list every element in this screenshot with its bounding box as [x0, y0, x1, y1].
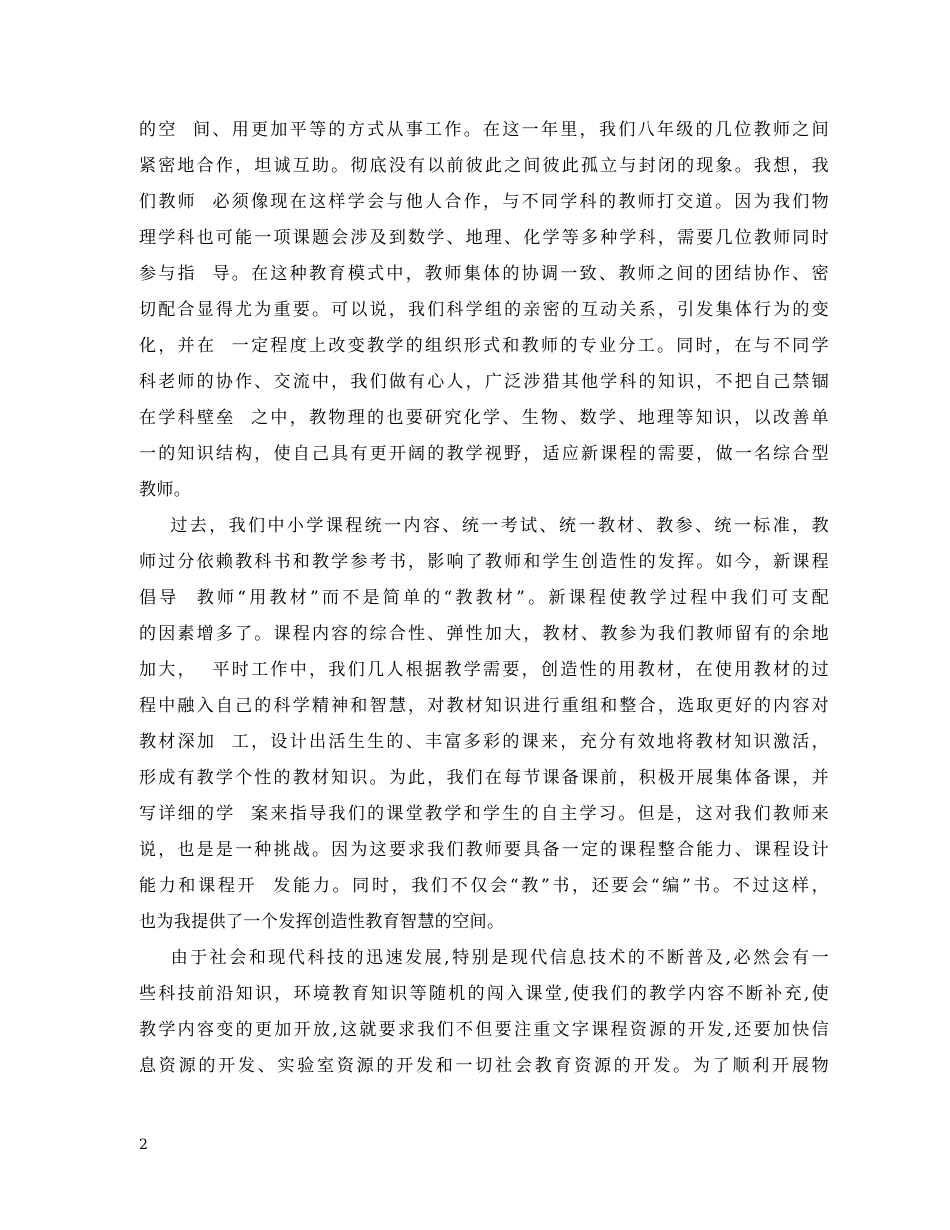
text-line: 一的知识结构，使自己具有更开阔的教学视野，适应新课程的需要，做一名综合型	[139, 444, 829, 464]
text-line: 也为我提供了一个发挥创造性教育智慧的空间。	[139, 912, 505, 932]
text-line: 理学科也可能一项课题会涉及到数学、地理、化学等多种学科，需要几位教师同时	[139, 228, 829, 248]
text-line: 紧密地合作，坦诚互助。彻底没有以前彼此之间彼此孤立与封闭的现象。我想，我	[139, 156, 829, 176]
text-line: 息资源的开发、实验室资源的开发和一切社会教育资源的开发。为了顺利开展物	[139, 1056, 829, 1076]
text-line: 的因素增多了。课程内容的综合性、弹性加大，教材、教参为我们教师留有的余地	[139, 624, 829, 644]
paragraph-3	[139, 940, 829, 1084]
paragraph-2	[139, 508, 829, 940]
page-number: 2	[139, 1137, 148, 1153]
text-line: 倡导 教师“用教材”而不是简单的“教教材”。新课程使教学过程中我们可支配	[139, 588, 829, 608]
text-line: 科老师的协作、交流中，我们做有心人，广泛涉猎其他学科的知识，不把自己禁锢	[139, 372, 829, 392]
text-line: 们教师 必须像现在这样学会与他人合作，与不同学科的教师打交道。因为我们物	[139, 192, 829, 212]
text-line: 形成有教学个性的教材知识。为此，我们在每节课备课前，积极开展集体备课，并	[139, 768, 829, 788]
text-line: 能力和课程开 发能力。同时，我们不仅会“教”书，还要会“编”书。不过这样，	[139, 876, 829, 896]
text-line: 的空 间、用更加平等的方式从事工作。在这一年里，我们八年级的几位教师之间	[139, 120, 829, 140]
text-line: 师过分依赖教科书和教学参考书，影响了教师和学生创造性的发挥。如今，新课程	[139, 552, 829, 572]
text-line: 切配合显得尤为重要。可以说，我们科学组的亲密的互动关系，引发集体行为的变	[139, 300, 829, 320]
text-line: 些科技前沿知识，环境教育知识等随机的闯入课堂,使我们的教学内容不断补充,使	[139, 984, 829, 1004]
text-line: 教学内容变的更加开放,这就要求我们不但要注重文字课程资源的开发,还要加快信	[139, 1020, 829, 1040]
text-line: 参与指 导。在这种教育模式中，教师集体的协调一致、教师之间的团结协作、密	[139, 264, 829, 284]
text-line: 在学科壁垒 之中，教物理的也要研究化学、生物、数学、地理等知识，以改善单	[139, 408, 829, 428]
text-line: 写详细的学 案来指导我们的课堂教学和学生的自主学习。但是，这对我们教师来	[139, 804, 829, 824]
text-line: 说，也是是一种挑战。因为这要求我们教师要具备一定的课程整合能力、课程设计	[139, 840, 829, 860]
body-text	[139, 112, 829, 1084]
text-line: 程中融入自己的科学精神和智慧，对教材知识进行重组和整合，选取更好的内容对	[139, 696, 829, 716]
text-line: 由于社会和现代科技的迅速发展,特别是现代信息技术的不断普及,必然会有一	[139, 948, 829, 968]
text-line: 教材深加 工，设计出活生生的、丰富多彩的课来，充分有效地将教材知识激活，	[139, 732, 829, 752]
text-line: 过去，我们中小学课程统一内容、统一考试、统一教材、教参、统一标准，教	[139, 516, 829, 536]
text-line: 化，并在 一定程度上改变教学的组织形式和教师的专业分工。同时，在与不同学	[139, 336, 829, 356]
paragraph-1	[139, 112, 829, 508]
text-line: 教师。	[139, 480, 192, 500]
text-line: 加大， 平时工作中，我们几人根据教学需要，创造性的用教材，在使用教材的过	[139, 660, 829, 680]
